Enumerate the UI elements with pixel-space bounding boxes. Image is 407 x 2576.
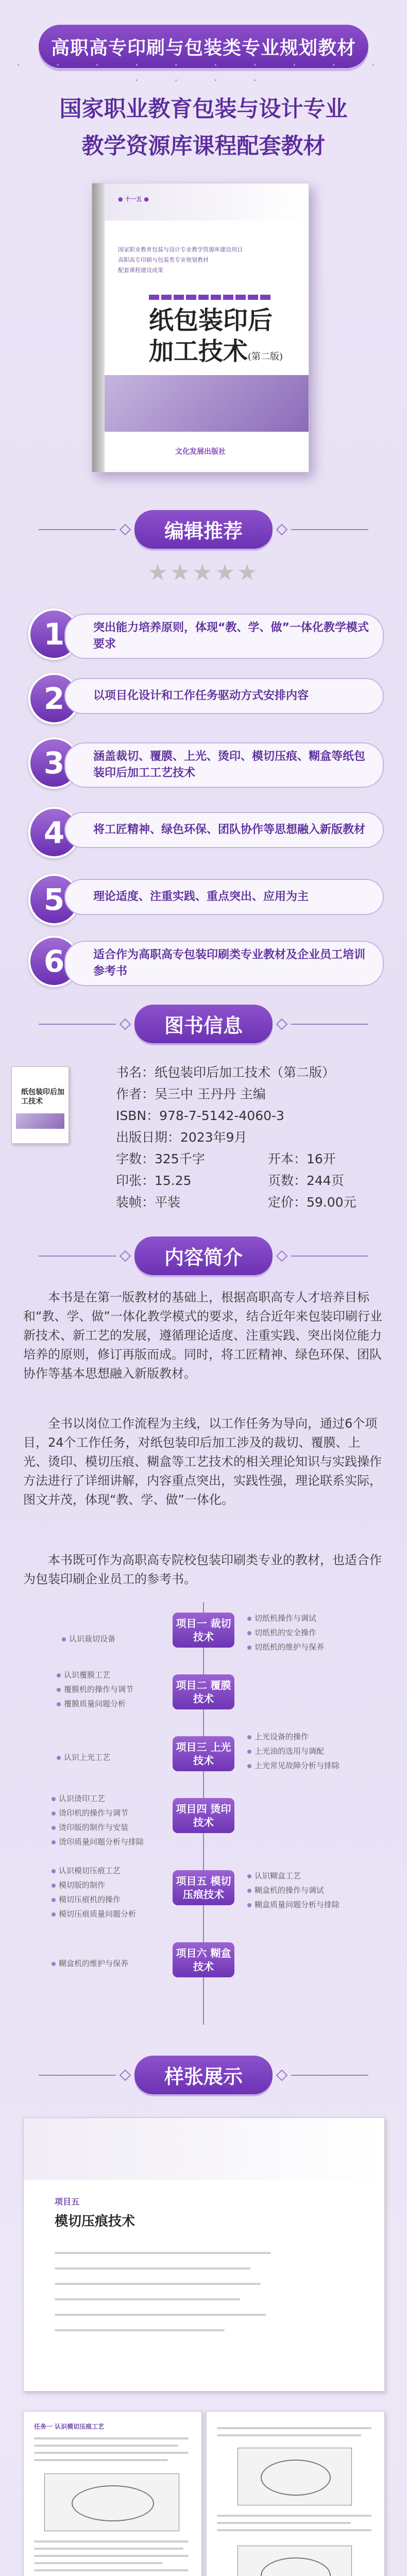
- recommend-item: [28, 605, 384, 659]
- cover-series-tag: ● 十一五 ●: [118, 196, 149, 202]
- project-box: 项目三 上光技术: [173, 1736, 234, 1771]
- book-spine: [92, 183, 105, 472]
- task-item: 上光设备的操作: [247, 1731, 309, 1742]
- cover-tiny-line: 高职高专印刷与包装类专业规划教材: [118, 257, 209, 263]
- project-box: 项目四 烫印技术: [173, 1798, 234, 1833]
- section-recommend-header: [0, 510, 407, 549]
- recommend-number: 3: [28, 737, 80, 789]
- task-item: 糊盒质量问题分析与排除: [247, 1899, 340, 1910]
- info-format: 开本：16开: [268, 1151, 336, 1166]
- task-item: 切纸机的安全操作: [247, 1627, 316, 1638]
- rating-stars: ★★★★★: [147, 560, 260, 586]
- task-item: 糊盒机的操作与调试: [247, 1885, 324, 1895]
- task-item: 认识上光工艺: [57, 1752, 110, 1762]
- recommend-text: 涵盖裁切、覆膜、上光、烫印、模切压痕、糊盒等纸包装印后加工工艺技术: [64, 742, 384, 788]
- project-box: 项目六 糊盒技术: [173, 1942, 234, 1977]
- recommend-text: 以项目化设计和工作任务驱动方式安排内容: [64, 678, 384, 714]
- section-recommend-title: 编辑推荐: [134, 510, 273, 549]
- sample-task-heading: 任务一 认识模切压痕工艺: [34, 2423, 105, 2430]
- cover-decoration: [149, 295, 273, 300]
- recommend-item: [28, 670, 384, 723]
- recommend-item: [28, 734, 384, 788]
- recommend-item: [28, 804, 384, 857]
- task-item: 覆膜质量问题分析: [57, 1698, 126, 1709]
- subtitle-line2: 教学资源库课程配套教材: [81, 133, 326, 159]
- info-cover-title: 纸包装印后加工技术: [21, 1088, 64, 1106]
- recommend-item: [28, 871, 384, 924]
- recommend-text: 将工匠精神、绿色环保、团队协作等思想融入新版教材: [64, 812, 384, 848]
- section-samples-header: [0, 2056, 407, 2094]
- section-info-header: [0, 1005, 407, 1043]
- task-item: 上光油的选用与调配: [247, 1745, 324, 1756]
- task-item: 糊盒机的维护与保养: [52, 1958, 128, 1969]
- book-cover: [92, 183, 309, 472]
- banner-dots: · · · · · · · · · · · · · ·: [16, 58, 391, 89]
- task-item: 切纸机操作与调试: [247, 1613, 316, 1623]
- task-item: 切纸机的维护与保养: [247, 1641, 324, 1652]
- sample-project-title: 模切压痕技术: [55, 2214, 135, 2229]
- recommend-number: 4: [28, 807, 80, 858]
- task-item: 烫印机的操作与调节: [52, 1807, 128, 1818]
- recommend-number: 5: [28, 874, 80, 925]
- project-diagram: [0, 1602, 407, 2040]
- task-item: 认识糊盒工艺: [247, 1870, 301, 1881]
- task-item: 覆膜机的操作与调节: [57, 1684, 133, 1694]
- banner-title: 高职高专印刷与包装类专业规划教材: [50, 37, 356, 59]
- task-item: 认识烫印工艺: [52, 1793, 105, 1804]
- project-box: 项目二 覆膜技术: [173, 1674, 234, 1709]
- info-author: 作者：吴三中 王丹丹 主编: [116, 1087, 266, 1101]
- cover-title-line2: 加工技术: [149, 337, 248, 366]
- task-item: 认识覆膜工艺: [57, 1669, 110, 1680]
- section-intro-header: [0, 1236, 407, 1275]
- intro-paragraph-2: 全书以岗位工作流程为主线，以工作任务为导向，通过6个项目，24个工作任务，对纸包装印后加工涉及的裁切、覆膜、上光、烫印、模切压痕、糊盒等工艺技术的相关理论知识与实践操作方法进行了详细讲解，内容重点突出，实践性强，理论联系实际，图文并茂，体现“教、学、做”一体化。: [23, 1416, 382, 1507]
- cover-title-line1: 纸包装印后: [149, 306, 273, 335]
- cover-image: [105, 375, 309, 432]
- cover-tiny-line: 国家职业教育包装与设计专业教学资源库建设项目: [118, 246, 243, 253]
- sample-page-title: [23, 2117, 385, 2392]
- recommend-text: 适合作为高职高专包装印刷类专业教材及企业员工培训参考书: [64, 941, 384, 986]
- project-box: 项目一 裁切技术: [173, 1613, 234, 1648]
- task-item: 模切压痕机的操作: [52, 1894, 121, 1905]
- info-pages: 页数：244页: [268, 1173, 344, 1188]
- info-cover-thumbnail: [11, 1066, 69, 1144]
- project-box: 项目五 模切压痕技术: [173, 1870, 234, 1905]
- info-binding: 装帧：平装: [116, 1195, 181, 1210]
- info-isbn: ISBN：978-7-5142-4060-3: [116, 1108, 284, 1123]
- cover-title: [149, 305, 283, 372]
- task-item: 模切版的制作: [52, 1879, 105, 1890]
- section-info-title: 图书信息: [134, 1005, 273, 1043]
- recommend-item: [28, 933, 384, 986]
- info-price: 定价：59.00元: [268, 1195, 357, 1210]
- task-item: 认识模切压痕工艺: [52, 1865, 121, 1876]
- info-date: 出版日期：2023年9月: [116, 1130, 247, 1145]
- intro-paragraph-3: 本书既可作为高职高专院校包装印刷类专业的教材，也适合作为包装印刷企业员工的参考书。: [23, 1553, 382, 1586]
- sample-page: [206, 2411, 385, 2576]
- recommend-text: 突出能力培养原则，体现“教、学、做”一体化教学模式要求: [64, 614, 384, 659]
- recommend-number: 6: [28, 936, 80, 987]
- task-item: 烫印质量问题分析与排除: [52, 1836, 144, 1847]
- info-words: 字数：325千字: [116, 1151, 205, 1166]
- subtitle-line1: 国家职业教育包装与设计专业: [59, 96, 348, 122]
- recommend-text: 理论适度、注重实践、重点突出、应用为主: [64, 879, 384, 915]
- cover-edition: (第二版): [248, 351, 283, 362]
- task-item: 认识裁切设备: [62, 1633, 115, 1644]
- sample-page: [23, 2411, 202, 2576]
- task-item: 模切压痕质量问题分析: [52, 1908, 136, 1919]
- task-item: 烫印版的制作与安装: [52, 1822, 128, 1833]
- info-sheets: 印张：15.25: [116, 1173, 192, 1188]
- intro-paragraph-1: 本书是在第一版教材的基础上，根据高职高专人才培养目标和“教、学、做”一体化教学模式的要求，结合近年来包装印刷行业新技术、新工艺的发展，遵循理论适度、注重实践、突出岗位能力培养的原则，修订再版而成。同时，将工匠精神、绿色环保、团队协作等基本思想融入新版教材。: [23, 1290, 382, 1381]
- section-samples-title: 样张展示: [134, 2056, 273, 2094]
- sample-project-label: 项目五: [55, 2197, 80, 2207]
- recommend-number: 1: [28, 608, 80, 660]
- cover-tiny-line: 配套课程建设成果: [118, 267, 163, 274]
- task-item: 上光常见故障分析与排除: [247, 1760, 340, 1771]
- section-intro-title: 内容简介: [134, 1236, 273, 1275]
- info-name: 书名：纸包装印后加工技术（第二版）: [116, 1065, 335, 1080]
- recommend-number: 2: [28, 673, 80, 724]
- cover-press: 文化发展出版社: [175, 448, 226, 456]
